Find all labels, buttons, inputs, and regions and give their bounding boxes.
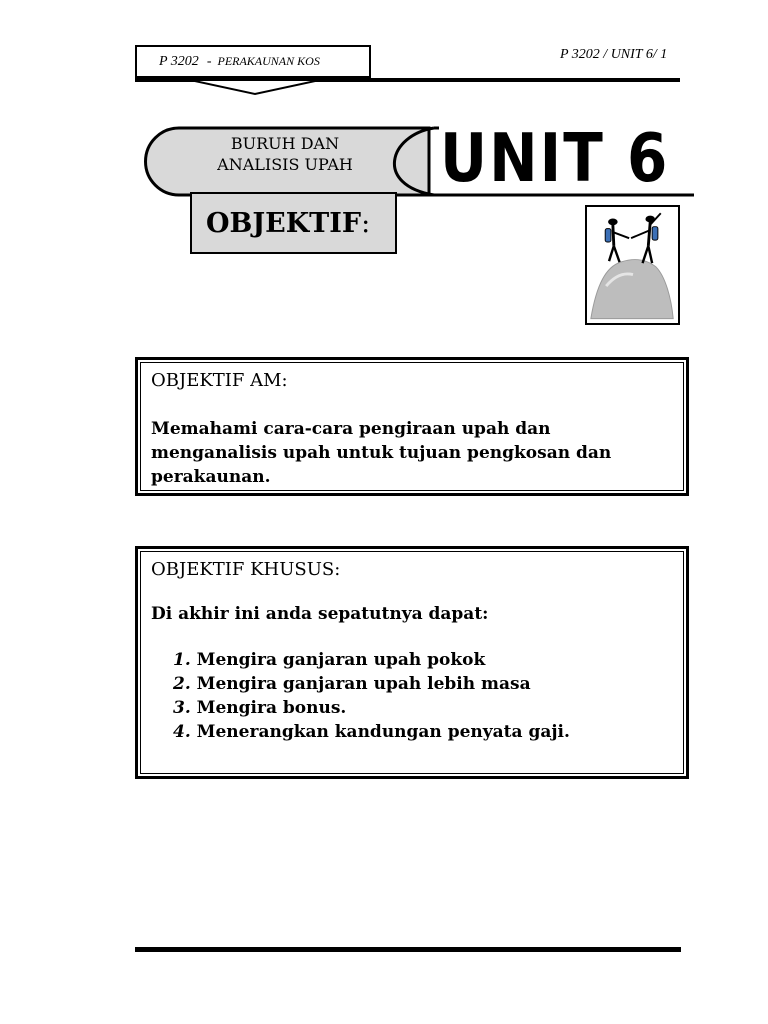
specific-objectives-title: OBJEKTIF KHUSUS: xyxy=(151,559,341,580)
general-objective-text: Memahami cara-cara pengiraan upah dan menganalisis upah untuk tujuan pengkosan dan perakaunan. xyxy=(151,419,612,487)
footer-rule xyxy=(135,947,681,952)
general-objective-content xyxy=(140,362,684,491)
course-separator: - xyxy=(206,53,212,69)
topic-line-1: BURUH DAN xyxy=(230,134,340,153)
specific-objectives-content xyxy=(140,551,684,774)
objective-heading xyxy=(190,192,397,254)
list-item-number: 3. xyxy=(173,698,191,718)
course-code: P 3202 xyxy=(159,53,199,69)
objective-heading-colon: : xyxy=(361,207,371,239)
hikers-summit-illustration xyxy=(585,205,680,325)
list-item-number: 2. xyxy=(173,674,191,694)
list-item-text: Mengira ganjaran upah lebih masa xyxy=(196,674,531,694)
topic-line-2: ANALISIS UPAH xyxy=(217,155,353,174)
course-name: PERAKAUNAN KOS xyxy=(217,54,320,68)
course-label-box xyxy=(135,45,371,78)
specific-objectives-intro: Di akhir ini anda sepatutnya dapat: xyxy=(151,604,489,624)
list-item xyxy=(173,696,673,720)
hiker-left-icon xyxy=(605,219,629,263)
general-objective-box xyxy=(135,357,689,496)
list-item-text: Mengira bonus. xyxy=(196,698,347,718)
specific-objectives-box xyxy=(135,546,689,779)
list-item-text: Menerangkan kandungan penyata gaji. xyxy=(196,722,570,742)
general-objective-title: OBJEKTIF AM: xyxy=(151,370,288,391)
unit-title: UNIT 6 xyxy=(440,118,670,198)
list-item-text: Mengira ganjaran upah pokok xyxy=(196,650,486,670)
page-reference: P 3202 / UNIT 6/ 1 xyxy=(560,47,668,62)
header-arrow-icon xyxy=(190,80,320,96)
specific-objectives-list xyxy=(151,648,673,744)
objective-heading-label: OBJEKTIF xyxy=(206,207,362,239)
topic-title xyxy=(185,133,385,175)
list-item xyxy=(173,648,673,672)
list-item-number: 1. xyxy=(173,650,191,670)
list-item xyxy=(173,720,673,744)
list-item xyxy=(173,672,673,696)
list-item-number: 4. xyxy=(173,722,191,742)
hiker-right-icon xyxy=(631,213,661,263)
